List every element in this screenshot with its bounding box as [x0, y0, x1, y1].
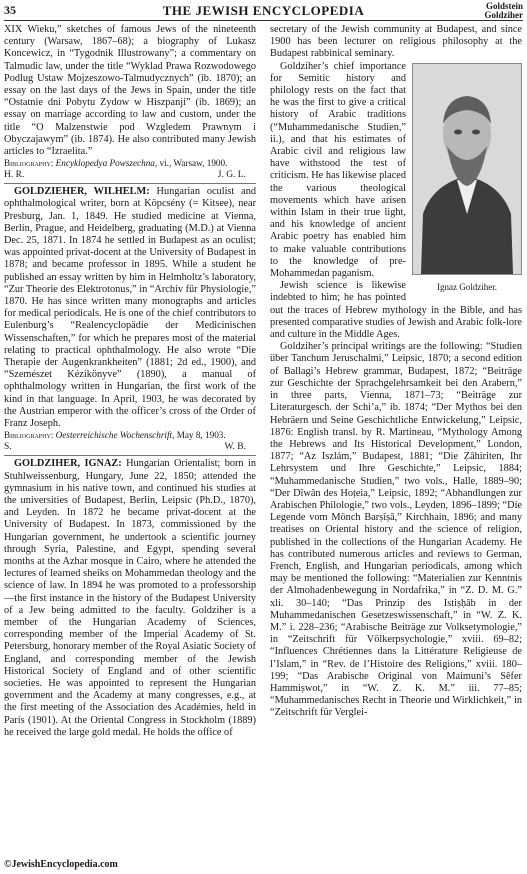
bibliography-2 [4, 430, 256, 441]
portrait-drawing [413, 64, 521, 274]
continued-paragraph: XIX Wieku,” sketches of famous Jews of the nineteenth century (Warsaw, 1867–68); a biography of Lukasz Koncewicz, in “Tygodnik Illustrowany”; a commentary on Talmudic law, under the title “Wyklad Prawa Rozwodowego Podlug Ustaw Mojzeszowo-Talmudycznych” (ib. 1870); an essay on the last days of the Jews in Spain, under the title “Ostatnie dni Pobytu Zydow w Hiszpanji” (ib. 1869); an essay on marriage according to law and custom, under the title “O Malzenstwie pod Wzgledem Prawnym i Obyczajawym” (ib. 1874). He also contributed many Jewish articles to “Izraelita.” [4, 24, 256, 158]
signature-initials-right: J. G. L. [217, 170, 246, 181]
entry-headword: GOLDZIHER, IGNAZ: [14, 458, 122, 470]
paragraph-importance: Goldziher’s chief importance for Semitic history and philology rests on the fact that he was the first to give a critical history of Arabic traditions (“Muhammedanische Studien,” ii.), and that his estimates of Arabic civil and religious law have withstood the test of criticism. He has likewise placed the various theological movements which have arisen within Islam in their true light, and his knowledge of ancient Arabic poetry has enabled him to make valuable contributions to the knowledge of pre-Mohammedan paganism. [270, 60, 406, 280]
paragraph-writings: Goldziher’s principal writings are the following: “Studien über Tanchum Jeruschalmi,” Leipsic, 1870; a second edition of Ballagi’s Hebrew grammar, Budapest, 1872; “Beiträge zur Geschichte der Sprachgelehrsamkeit bei den Arabern,” in three parts, Vienna, 1871–73; “Beiträge zur Literaturgesch. der Schi’a,” ib. 1874; “Der Mythos bei den Hebräern und Seine Geschichtliche Entwickelung,” Leipsic, 1876: English transl. by R. Martineau, “Mythology Among the Hebrews and Its Historical Development,” London, 1877; “Az Iszlám,” Budapest, 1881; “Die Ẓâhiriten, Ihr Lehrsystem und Ihre Geschichte,” Leipsic, 1884; “Muhammedanische Studien,” two vols., Halle, 1889–90; “Der Dîwân des Hoṭeia,” Leipsic, 1892; “Abhandlungen zur Arabischen Philologie,” two vols., Leyden, 1896–1899; “Die Legende vom Mönch Barṣîṣâ,” Kirchhain, 1896; and many treatises on Oriental history and the science of religion, published in the collections of the Hungarian Academy. He has contributed numerous articles and reviews to German, French, English, and Hungarian periodicals, among which may be mentioned the following: “Materialien zur Kenntnis der Almohadenbewegung in Nordafrika,” in “Z. D. M. G.” xli. 30–140; “Das Prinzip des Istiṣḥâb in der Muhammedanischen Gesetzeswissenschaft,” in “W. Z. K. M.” i. 228–236; “Arabische Beiträge zur Volksetymologie,” in “Zeitschrift für Völkerpsychologie,” xviii. 69–82; “Influences Chrétiennes dans la Littérature Religieuse de l’Islam,” in “Rev. de l’Histoire des Religions,” xviii. 180–199; “Das Arabische Original von Maimuni’s Sêfer Hammiṣwot,” in “W. Z. K. M.” iii. 77–85; “Muhammedanisches Recht in Theorie und Wirklichkeit,” in “Zeitschrift für Verglei- [270, 341, 522, 719]
bibliography-source: Encyklopedya Powszechna, [55, 158, 158, 169]
running-head-last: Goldziher [484, 10, 523, 20]
bibliography-1 [4, 158, 256, 169]
left-column [4, 24, 256, 739]
signature-1 [4, 169, 256, 181]
running-head-right [485, 2, 524, 20]
signature-initials-left: S. [4, 442, 12, 453]
page-title: THE JEWISH ENCYCLOPEDIA [162, 3, 365, 18]
entry-text: Hungarian Orientalist; born in Stuhlweissenburg, Hungary, June 22, 1850; attended the gymnasium in his native town, and continued his studies at the universities of Budapest, Berlin, Leipsic (Ph.D., 1870), and Leyden. In 1872 he became privat-docent at the University of Budapest. In 1873, commissioned by the Hungarian government, he undertook a scientific journey through Syria, Palestine, and Egypt, spending several months at the Azhar mosque in Cairo, where he attended the lectures of learned sheiks on Mohammedan theology and the science of law. In 1894 he was promoted to a professorship—the first instance in the history of the Budapest University of a Jew being admitted to the faculty. Goldziher is a member of the Hungarian Academy of Sciences, corresponding member of the Imperial Academy of St. Petersburg, honorary member of the Royal Asiatic Society of England, and corresponding member of the Jewish Historical Society of England and of other scientific societies. He was appointed to represent the Hungarian government and the Academy at many congresses, e.g., at the first meeting of the Association des Académies, held in Paris (1901). At the Oriental Congress in Stockholm (1889) he received the large gold medal. He holds the office of [4, 458, 256, 738]
entry-headword: GOLDZIEHER, WILHELM: [14, 186, 150, 198]
header-rule [4, 20, 523, 21]
bibliography-label: Bibliography: [4, 158, 54, 169]
bibliography-rest: May 8, 1903. [174, 430, 226, 441]
portrait-figure [412, 63, 522, 299]
portrait-image [412, 63, 522, 275]
entry-divider [4, 455, 256, 456]
signature-initials-left: H. R. [4, 170, 25, 181]
portrait-caption: Ignaz Goldziher. [437, 281, 497, 292]
entry-goldziher-ignaz [4, 458, 256, 739]
paragraph-jewish-science: Jewish science is likewise indebted to him; he has pointed out the traces of Hebrew mythology in the Bible, and has presented comparative studies of Jewish and Arabic folk-lore and culture in the Middle Ages. [270, 280, 522, 341]
bibliography-source: Oesterreichische Wochenschrift, [55, 430, 175, 441]
bibliography-rest: vi., Warsaw, 1900. [157, 158, 228, 169]
entry-text: Hungarian oculist and ophthalmological writer, born at Köpcsény (= Kitsee), near Presburg, Jan. 1, 1849. He studied medicine at Vienna, Berlin, Prague, and Heidelberg, graduating (M.D.) at Vienna Dec. 25, 1871. In 1874 he settled in Budapest as an oculist; was appointed privat-docent at the University of Budapest in 1878; and became professor in 1895. While a student he published an essay written by him in Helmholtz’s laboratory, “Zur Theorie des Elektrotonus,” in “Archiv für Physiologie,” 1870. He has since written many monographs and articles for medical periodicals. He is one of the chief contributors to Eulenburg’s “Realencyclopädie der Medicinischen Wissenschaften,” for which he prepares most of the material relating to practical ophthalmology. He also wrote “Die Therapie der Augenkrankheiten” (1881; 2d ed., 1900), and “Szemészet Kézikönyve” (1890), a manual of ophthalmology written in Hungarian, the first work of the kind in that language. In April, 1903, he was decorated by the Austrian emperor with the officer’s cross of the Order of Franz Joseph. [4, 186, 257, 430]
signature-initials-right: W. B. [224, 442, 246, 453]
running-header [4, 2, 523, 22]
signature-2 [4, 441, 256, 453]
site-watermark: ©JewishEncyclopedia.com [4, 859, 118, 870]
right-column [270, 24, 522, 720]
page-number: 35 [4, 3, 16, 17]
continued-paragraph: secretary of the Jewish community at Budapest, and since 1900 has been lecturer on religious philosophy at the Budapest rabbinical seminary. [270, 24, 522, 60]
running-head-first: Goldstein [485, 1, 523, 11]
bibliography-label: Bibliography: [4, 430, 54, 441]
entry-divider [4, 183, 256, 184]
entry-goldzieher-wilhelm [4, 186, 256, 430]
